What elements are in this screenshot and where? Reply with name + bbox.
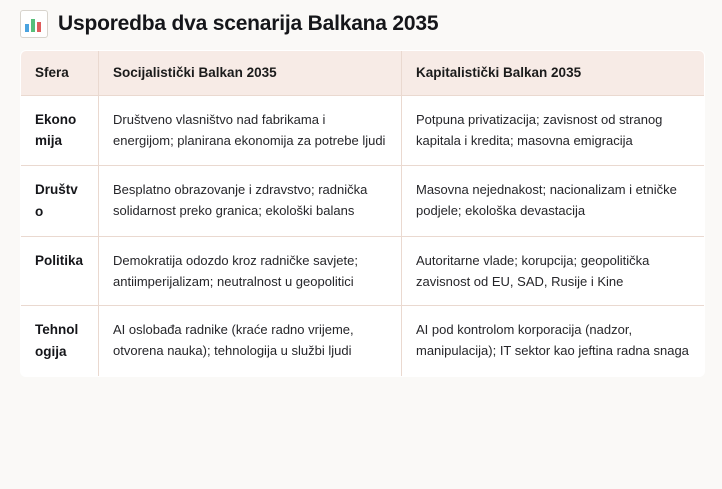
column-header-sfera: Sfera	[21, 51, 99, 96]
table-header	[21, 51, 705, 96]
cell-kapitalisticki-tehnologija: AI pod kontrolom korporacija (nadzor, manipulacija); IT sektor kao jeftina radna snaga	[402, 306, 705, 377]
comparison-table	[20, 50, 705, 377]
table-row	[21, 95, 705, 166]
page-title: Usporedba dva scenarija Balkana 2035	[58, 12, 439, 35]
cell-kapitalisticki-ekonomija: Potpuna privatizacija; zavisnost od stranog kapitala i kredita; masovna emigracija	[402, 95, 705, 166]
cell-kapitalisticki-drustvo: Masovna nejednakost; nacionalizam i etničke podjele; ekološka devastacija	[402, 166, 705, 237]
cell-socijalisticki-politika: Demokratija odozdo kroz radničke savjete; antiimperijalizam; neutralnost u geopolitici	[99, 236, 402, 305]
cell-socijalisticki-drustvo: Besplatno obrazovanje i zdravstvo; radnička solidarnost preko granica; ekološki balans	[99, 166, 402, 237]
table-row	[21, 236, 705, 305]
row-label-ekonomija: Ekonomija	[21, 95, 99, 166]
table-body	[21, 95, 705, 376]
cell-kapitalisticki-politika: Autoritarne vlade; korupcija; geopolitička zavisnost od EU, SAD, Rusije i Kine	[402, 236, 705, 305]
bar-chart-icon	[20, 10, 48, 38]
row-label-tehnologija: Tehnologija	[21, 306, 99, 377]
table-row	[21, 306, 705, 377]
table-header-row	[21, 51, 705, 96]
table-row	[21, 166, 705, 237]
row-label-drustvo: Društvo	[21, 166, 99, 237]
page-header	[0, 0, 722, 46]
cell-socijalisticki-ekonomija: Društveno vlasništvo nad fabrikama i energijom; planirana ekonomija za potrebe ljudi	[99, 95, 402, 166]
column-header-kapitalisticki: Kapitalistički Balkan 2035	[402, 51, 705, 96]
comparison-table-container	[20, 50, 704, 377]
cell-socijalisticki-tehnologija: AI oslobađa radnike (kraće radno vrijeme, otvorena nauka); tehnologija u službi ljudi	[99, 306, 402, 377]
row-label-politika: Politika	[21, 236, 99, 305]
column-header-socijalisticki: Socijalistički Balkan 2035	[99, 51, 402, 96]
